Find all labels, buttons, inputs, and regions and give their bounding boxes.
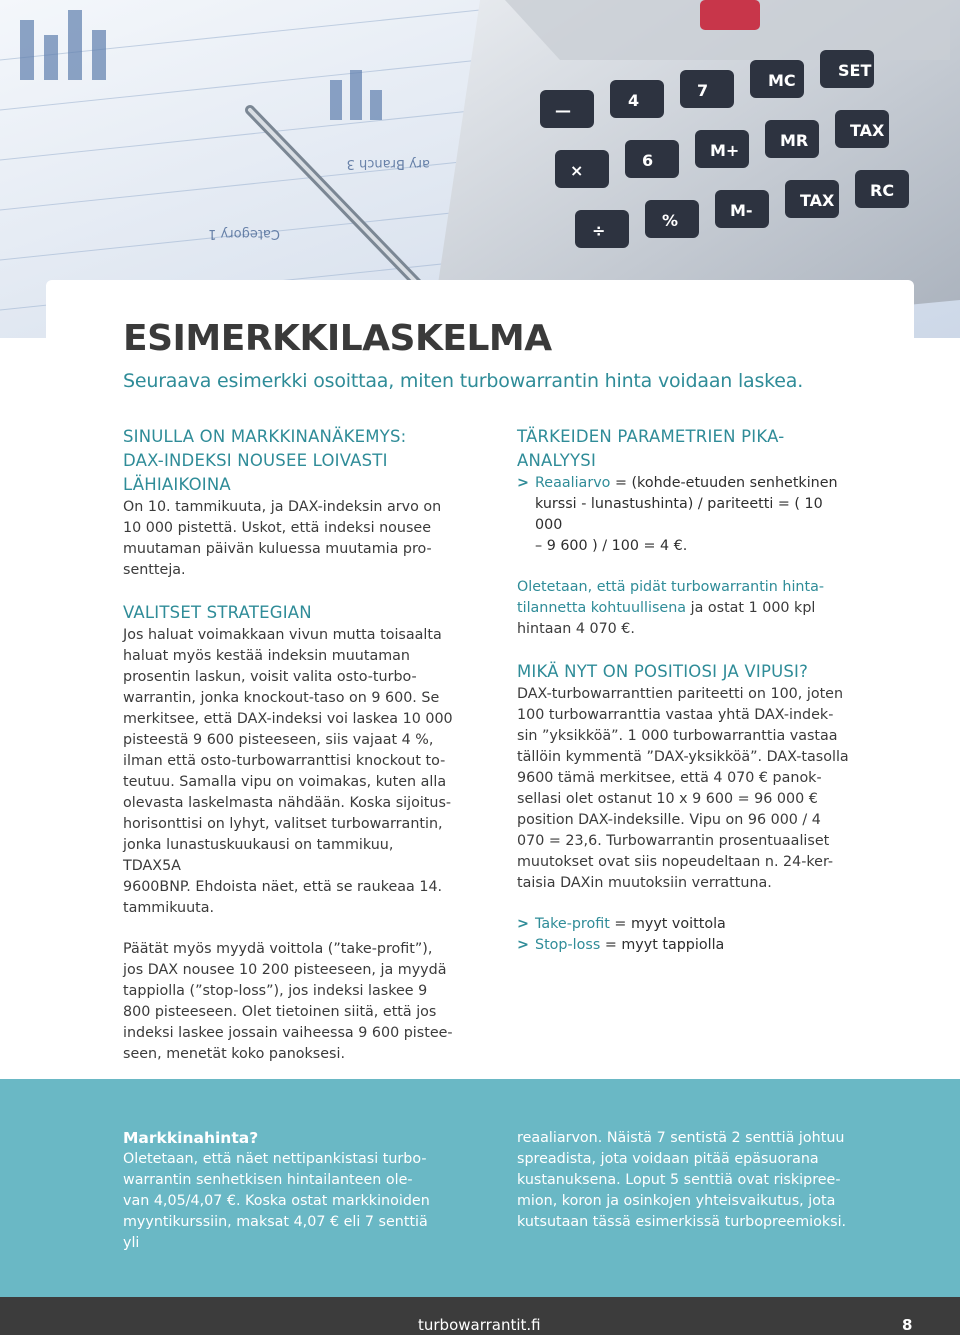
chevron-right-icon: >	[517, 475, 529, 491]
svg-text:×: ×	[570, 161, 584, 180]
svg-text:4: 4	[628, 91, 640, 110]
chevron-right-icon: >	[517, 937, 529, 953]
paragraph-purchase: Oletetaan, että pidät turbowarrantin hinta- tilannetta kohtuullisena ja ostat 1 000 kpl hintaan 4 070 €.	[517, 579, 824, 637]
svg-text:SET: SET	[838, 61, 872, 80]
svg-text:Category 1: Category 1	[208, 226, 280, 241]
bullet-take-profit: > Take-profit = myyt voittola	[517, 914, 852, 935]
bullet-stop-loss: > Stop-loss = myyt tappiolla	[517, 935, 852, 956]
market-price-text-right: reaaliarvon. Näistä 7 sentistä 2 senttiä johtuu spreadista, jota voidaan pitää epäsuorana kustanuksena. Loput 5 senttiä ovat riskipree- mion, koron ja osinkojen yhteisvaikutus, jota kutsutaan tässä esimerkissä turbopreemioksi.	[517, 1130, 847, 1230]
formula-text: Reaaliarvo = (kohde-etuuden senhetkinen kurssi - lunastushinta) / pariteetti = ( 10 000 – 9 600 ) / 100 = 4 €.	[535, 475, 838, 554]
svg-text:7: 7	[697, 81, 709, 100]
right-column	[517, 425, 852, 956]
svg-text:ary Branch 3: ary Branch 3	[346, 156, 430, 171]
section-heading-parameters: TÄRKEIDEN PARAMETRIEN PIKA- ANALYYSI	[517, 427, 785, 470]
chevron-right-icon: >	[517, 916, 529, 932]
page-number: 8	[902, 1316, 913, 1334]
svg-text:—: —	[555, 101, 571, 120]
footer-url[interactable]: turbowarrantit.fi	[418, 1316, 541, 1334]
formula-bullet	[517, 473, 852, 557]
svg-text:6: 6	[642, 151, 654, 170]
market-price-text-left: Oletetaan, että näet nettipankistasi turbo- warrantin senhetkisen hintailanteen ole- van 4,05/4,07 €. Koska ostat markkinoiden myyntikurssiin, maksat 4,07 € eli 7 senttiä yli	[123, 1151, 430, 1251]
paragraph-take-profit-stop-loss: Päätät myös myydä voittola (”take-profit”), jos DAX nousee 10 200 pisteeseen, ja myydä tappiolla (”stop-loss”), jos indeksi laskee 9 800 pisteeseen. Olet tietoinen siitä, että jos indeksi laskee jossain vaiheessa 9 600 pistee- seen, menetät koko panoksesi.	[123, 941, 453, 1062]
section-heading-strategy: VALITSET STRATEGIAN	[123, 603, 312, 622]
svg-text:%: %	[662, 211, 679, 230]
svg-text:M+: M+	[710, 141, 740, 160]
left-column	[123, 425, 453, 1065]
paragraph-market-view: On 10. tammikuuta, ja DAX-indeksin arvo on 10 000 pistettä. Uskot, että indeksi nousee muutaman päivän kuluessa muutamia pro- sentteja.	[123, 499, 442, 578]
section-heading-position: MIKÄ NYT ON POSITIOSI JA VIPUSI?	[517, 662, 809, 681]
svg-text:TAX: TAX	[800, 191, 835, 210]
svg-text:RC: RC	[870, 181, 895, 200]
market-price-title: Markkinahinta?	[123, 1129, 259, 1147]
market-price-right	[517, 1128, 847, 1233]
svg-text:÷: ÷	[592, 221, 606, 240]
market-price-left	[123, 1128, 448, 1254]
section-heading-market-view: SINULLA ON MARKKINANÄKEMYS: DAX-INDEKSI NOUSEE LOIVASTI LÄHIAIKOINA	[123, 427, 407, 494]
paragraph-position: DAX-turbowarranttien pariteetti on 100, joten 100 turbowarranttia vastaa yhtä DAX-indek- sin ”yksikköä”. 1 000 turbowarranttia vastaa tällöin kymmentä ”DAX-yksikköä”. DAX-tasolla 9600 tämä merkitsee, että 4 070 € panok- sellasi olet ostanut 10 x 9 600 = 96 000 € position DAX-indeksille. Vipu on 96 000 / 4 070 = 23,6. Turbowarrantin prosentuaaliset muutokset ovat siis nopeudeltaan n. 24-ker- taisia DAXin muutoksiin verrattuna.	[517, 686, 849, 891]
page-title: ESIMERKKILASKELMA	[123, 318, 552, 359]
svg-text:M-: M-	[730, 201, 753, 220]
svg-text:MC: MC	[768, 71, 796, 90]
page-subtitle: Seuraava esimerkki osoittaa, miten turbowarrantin hinta voidaan laskea.	[123, 370, 804, 392]
svg-text:MR: MR	[780, 131, 809, 150]
svg-text:TAX: TAX	[850, 121, 885, 140]
paragraph-strategy: Jos haluat voimakkaan vivun mutta toisaalta haluat myös kestää indeksin muutaman prosentin laskun, voisit valita osto-turbo- warrantin, jonka knockout-taso on 9 600. Se merkitsee, että DAX-indeksi voi laskea 10 000 pisteestä 9 600 pisteeseen, siis vajaat 4 %, ilman että osto-turbowarranttisi knockout to- teutuu. Samalla vipu on voimakas, kuten alla olevasta laskelmasta nähdään. Koska sijoitus- horisonttisi on lyhyt, valitset turbowarrantin, jonka lunastuskuukausi on tammikuu, TDAX5A 9600BNP. Ehdoista näet, että se raukeaa 14. tammikuuta.	[123, 627, 453, 916]
